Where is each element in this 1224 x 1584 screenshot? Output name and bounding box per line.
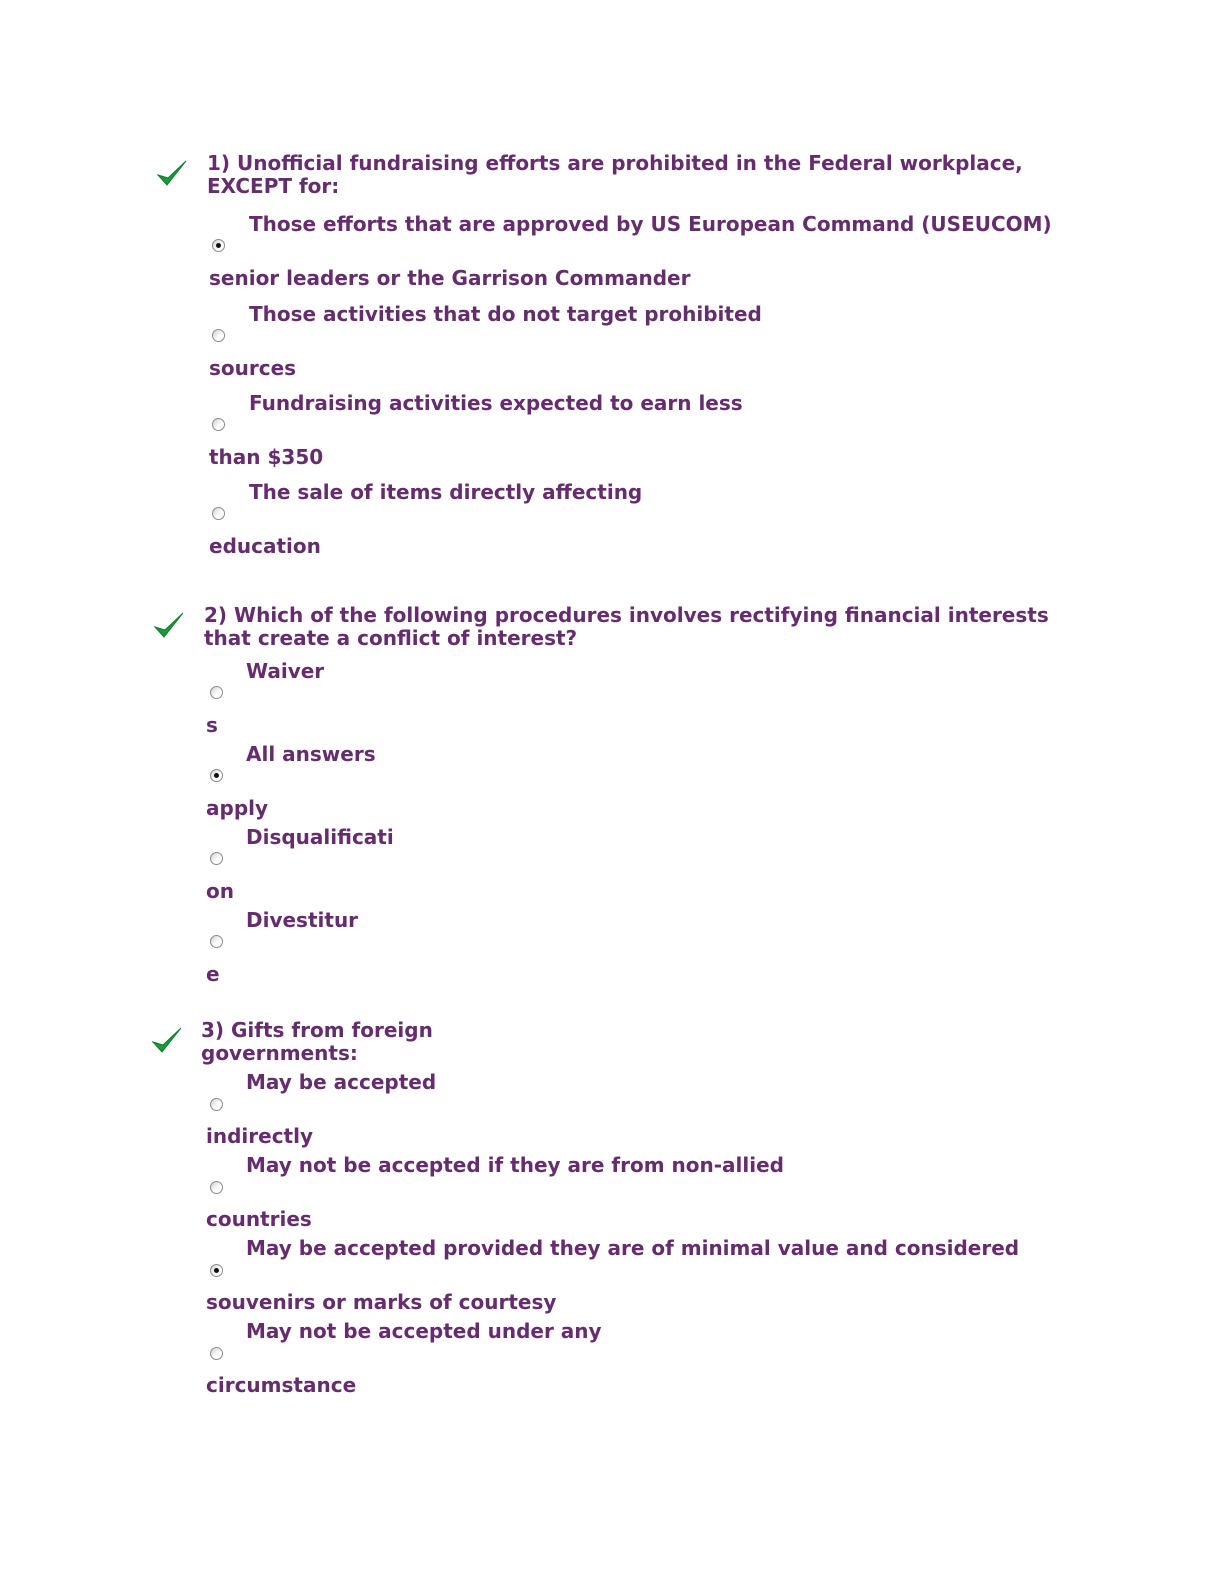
option-label-line2: s [206, 713, 218, 737]
option-label-line1: May not be accepted under any [246, 1319, 602, 1343]
option-label-line1: Disqualificati [246, 825, 394, 849]
option-label-line2: e [206, 962, 220, 986]
option-label-line1: The sale of items directly affecting [249, 480, 643, 504]
correct-check-icon [156, 158, 188, 190]
radio-button[interactable] [210, 1098, 223, 1111]
option-label-line2: countries [206, 1207, 312, 1231]
option-label-line1: Fundraising activities expected to earn less [249, 391, 743, 415]
option-label-line2: senior leaders or the Garrison Commander [209, 266, 691, 290]
question-2-text-line1: 2) Which of the following procedures involves rectifying financial interests [204, 603, 1049, 627]
question-3-text-line1: 3) Gifts from foreign [201, 1018, 433, 1042]
radio-button[interactable] [210, 1347, 223, 1360]
option-label-line1: Divestitur [246, 908, 359, 932]
radio-button[interactable] [210, 852, 223, 865]
radio-button[interactable] [210, 935, 223, 948]
option-label-line2: souvenirs or marks of courtesy [206, 1290, 557, 1314]
option-label-line2: apply [206, 796, 269, 820]
option-label-line1: Those efforts that are approved by US European Command (USEUCOM) [249, 212, 1052, 236]
question-3-text-line2: governments: [201, 1041, 358, 1065]
radio-button-selected[interactable] [210, 1264, 223, 1277]
option-label-line2: sources [209, 356, 297, 380]
radio-button[interactable] [212, 418, 225, 431]
option-label-line2: on [206, 879, 234, 903]
option-label-line1: Those activities that do not target prohibited [249, 302, 762, 326]
correct-check-icon [151, 1025, 183, 1057]
option-label-line2: indirectly [206, 1124, 314, 1148]
radio-button[interactable] [212, 507, 225, 520]
radio-button-selected[interactable] [212, 239, 225, 252]
option-label-line1: Waiver [246, 659, 325, 683]
option-label-line1: All answers [246, 742, 376, 766]
option-label-line1: May be accepted [246, 1070, 437, 1094]
option-label-line2: than $350 [209, 445, 324, 469]
question-1-text-line1: 1) Unofficial fundraising efforts are prohibited in the Federal workplace, [207, 151, 1023, 175]
correct-check-icon [153, 610, 185, 642]
option-label-line1: May be accepted provided they are of minimal value and considered [246, 1236, 1020, 1260]
radio-button-selected[interactable] [210, 769, 223, 782]
question-2-text-line2: that create a conflict of interest? [204, 626, 578, 650]
option-label-line1: May not be accepted if they are from non-allied [246, 1153, 784, 1177]
question-1-text-line2: EXCEPT for: [207, 174, 340, 198]
radio-button[interactable] [210, 1181, 223, 1194]
radio-button[interactable] [212, 329, 225, 342]
radio-button[interactable] [210, 686, 223, 699]
option-label-line2: circumstance [206, 1373, 357, 1397]
option-label-line2: education [209, 534, 321, 558]
